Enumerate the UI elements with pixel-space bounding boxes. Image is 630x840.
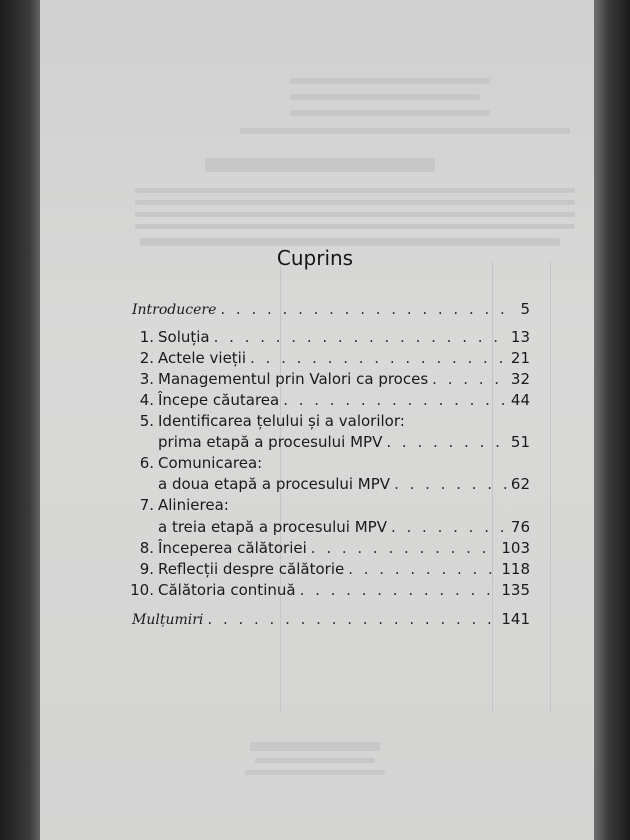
leader-dots: [311, 539, 498, 557]
toc-entry-page: 13: [510, 328, 530, 346]
leader-dots: [386, 433, 507, 451]
toc-entry: [130, 539, 530, 557]
toc-entry: [130, 349, 530, 367]
page-title: Cuprins: [276, 246, 354, 270]
toc-entry-heading: [130, 454, 530, 472]
toc-entry-page: 51: [510, 433, 530, 451]
toc-entry-thanks: [132, 610, 530, 629]
toc-entry-label: Alinierea:: [158, 496, 229, 514]
toc-entry-label: Reflecții despre călătorie: [158, 560, 345, 578]
leader-dots: [220, 300, 516, 318]
toc-entry-label: Începe căutarea: [158, 391, 280, 409]
chapter-number: 6.: [139, 454, 154, 472]
toc-entry: [130, 560, 530, 578]
toc-entry-page: 32: [510, 370, 530, 388]
toc-entry-label: Mulțumiri: [132, 612, 204, 628]
toc-entry: [130, 328, 530, 346]
toc-entry-continuation: [158, 433, 530, 451]
toc-entry-page: 5: [520, 300, 530, 318]
toc-entry-label: Comunicarea:: [158, 454, 263, 472]
toc-entry-label: Călătoria continuă: [158, 581, 296, 599]
toc-entry-page: 141: [501, 610, 530, 628]
chapter-number: 1.: [139, 328, 154, 346]
toc-entry-page: 76: [510, 518, 530, 536]
leader-dots: [348, 560, 497, 578]
toc-entry-subtitle: prima etapă a procesului MPV: [158, 433, 383, 451]
leader-dots: [300, 581, 498, 599]
toc-entry-label: Începerea călătoriei: [158, 539, 307, 557]
toc-entry-continuation: [158, 518, 530, 536]
chapter-number: 10.: [130, 581, 154, 599]
toc-entry-page: 21: [510, 349, 530, 367]
toc-entry-label: Introducere: [132, 302, 217, 318]
leader-dots: [214, 328, 507, 346]
chapter-number: 8.: [139, 539, 154, 557]
toc-entry: [130, 370, 530, 388]
toc-entry-subtitle: a treia etapă a procesului MPV: [158, 518, 387, 536]
chapter-number: 7.: [139, 496, 154, 514]
toc-entry-label: Managementul prin Valori ca proces: [158, 370, 429, 388]
toc-entry-heading: [130, 496, 530, 514]
leader-dots: [250, 349, 507, 367]
toc-entry-label: Actele vieții: [158, 349, 247, 367]
leader-dots: [432, 370, 507, 388]
chapter-number: 2.: [139, 349, 154, 367]
toc-entry-label: Identificarea țelului și a valorilor:: [158, 412, 405, 430]
leader-dots: [207, 610, 497, 628]
toc-entry-page: 62: [510, 475, 530, 493]
chapter-number: 9.: [139, 560, 154, 578]
toc-entry-page: 118: [501, 560, 530, 578]
chapter-number: 5.: [139, 412, 154, 430]
leader-dots: [394, 475, 507, 493]
toc-entry-page: 103: [501, 539, 530, 557]
toc-entry-continuation: [158, 475, 530, 493]
toc-entry-subtitle: a doua etapă a procesului MPV: [158, 475, 391, 493]
toc-entry-page: 135: [501, 581, 530, 599]
toc-entry-intro: [132, 300, 530, 319]
chapter-number: 3.: [139, 370, 154, 388]
leader-dots: [283, 391, 507, 409]
toc-entry-page: 44: [510, 391, 530, 409]
toc-entry-heading: [130, 412, 530, 430]
toc-entry: [130, 581, 530, 599]
leader-dots: [391, 518, 507, 536]
toc-entry: [130, 391, 530, 409]
chapter-number: 4.: [139, 391, 154, 409]
toc-entry-label: Soluția: [158, 328, 210, 346]
